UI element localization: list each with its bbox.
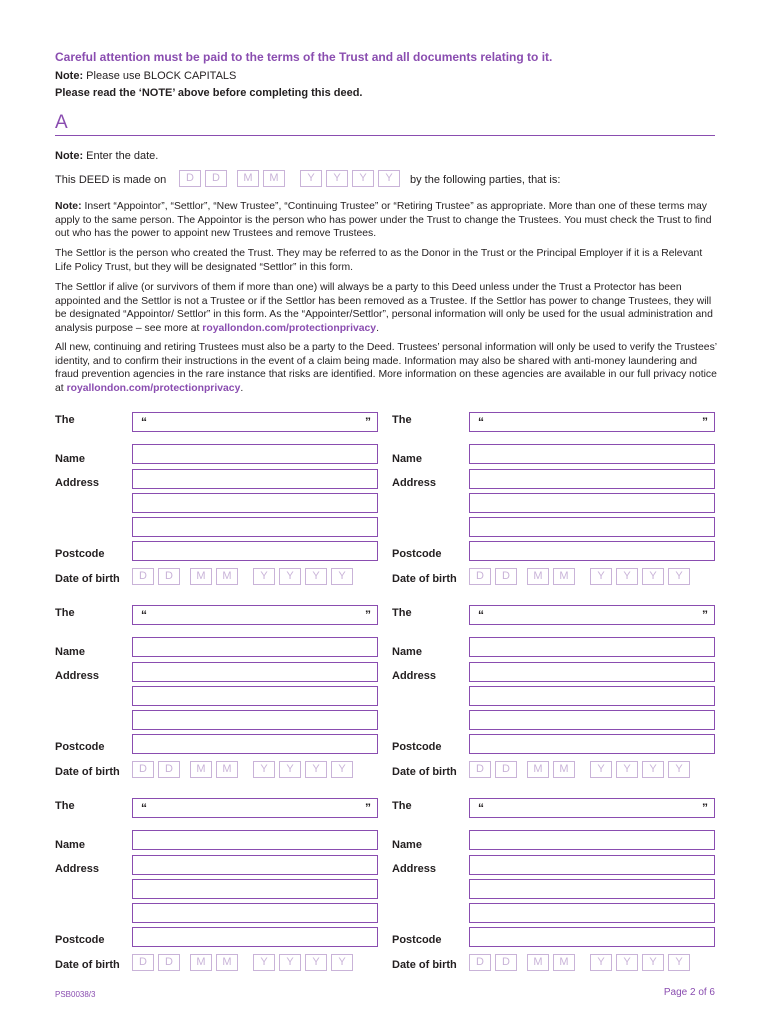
party-3-address-line-2[interactable]	[132, 686, 378, 706]
party-2-dob-box-3[interactable]: M	[527, 568, 549, 585]
party-4-dob-box-5[interactable]: Y	[590, 761, 612, 778]
party-4-dob-box-6[interactable]: Y	[616, 761, 638, 778]
party-4-dob-label: Date of birth	[392, 766, 457, 778]
deed-prefix: This DEED is made on	[55, 174, 167, 186]
party-2-open-quote: “	[478, 415, 484, 429]
trustees-paragraph	[55, 341, 717, 395]
party-1-name-field[interactable]	[132, 444, 378, 464]
party-6-dob-box-1[interactable]: D	[469, 954, 491, 971]
party-2-name-field[interactable]	[469, 444, 715, 464]
note-label: Note:	[55, 70, 84, 82]
party-4-dob-box-4[interactable]: M	[553, 761, 575, 778]
party-4-postcode-label: Postcode	[392, 741, 442, 753]
party-5-address-line-2[interactable]	[132, 879, 378, 899]
party-3-address-line-1[interactable]	[132, 662, 378, 682]
appointor-note-label: Note:	[55, 201, 82, 212]
party-3-close-quote: ”	[365, 608, 371, 622]
note-text: Please use BLOCK CAPITALS	[86, 70, 237, 82]
page-number: Page 2 of 6	[663, 987, 715, 998]
party-4-postcode-field[interactable]	[469, 734, 715, 754]
party-5-dob-box-5[interactable]: Y	[253, 954, 275, 971]
party-1-address-line-1[interactable]	[132, 469, 378, 489]
party-5-postcode-field[interactable]	[132, 927, 378, 947]
party-4-address-line-2[interactable]	[469, 686, 715, 706]
deed-date-box-2[interactable]: D	[205, 170, 227, 187]
party-2-address-line-2[interactable]	[469, 493, 715, 513]
deed-date-box-8[interactable]: Y	[378, 170, 400, 187]
party-5-dob-box-2[interactable]: D	[158, 954, 180, 971]
party-6-close-quote: ”	[702, 801, 708, 815]
date-note-text: Enter the date.	[86, 150, 159, 162]
party-4-name-label: Name	[392, 646, 422, 658]
party-5-dob-box-8[interactable]: Y	[331, 954, 353, 971]
party-4-dob-box-2[interactable]: D	[495, 761, 517, 778]
party-5-dob-label: Date of birth	[55, 959, 120, 971]
party-3-dob-box-8[interactable]: Y	[331, 761, 353, 778]
party-5-name-label: Name	[55, 839, 85, 851]
party-6-postcode-label: Postcode	[392, 934, 442, 946]
party-2-postcode-field[interactable]	[469, 541, 715, 561]
party-3-dob-box-2[interactable]: D	[158, 761, 180, 778]
party-6-dob-box-4[interactable]: M	[553, 954, 575, 971]
party-5-role-field[interactable]	[132, 798, 378, 818]
form-code: PSB0038/3	[55, 990, 96, 999]
party-3-postcode-label: Postcode	[55, 741, 105, 753]
settlor-party-paragraph	[55, 281, 717, 335]
deed-date-box-3[interactable]: M	[237, 170, 259, 187]
party-4-address-line-3[interactable]	[469, 710, 715, 730]
deed-date-box-1[interactable]: D	[179, 170, 201, 187]
party-2-address-line-1[interactable]	[469, 469, 715, 489]
party-5-address-label: Address	[55, 863, 100, 875]
party-5-role-label: The	[55, 800, 75, 812]
party-2-dob-box-4[interactable]: M	[553, 568, 575, 585]
party-5-dob-box-4[interactable]: M	[216, 954, 238, 971]
party-4-dob-box-3[interactable]: M	[527, 761, 549, 778]
party-2-dob-box-8[interactable]: Y	[668, 568, 690, 585]
party-4-close-quote: ”	[702, 608, 708, 622]
party-2-dob-box-6[interactable]: Y	[616, 568, 638, 585]
party-1-open-quote: “	[141, 415, 147, 429]
party-3-role-label: The	[55, 607, 75, 619]
party-5-close-quote: ”	[365, 801, 371, 815]
party-4-name-field[interactable]	[469, 637, 715, 657]
party-3-open-quote: “	[141, 608, 147, 622]
party-2-dob-box-5[interactable]: Y	[590, 568, 612, 585]
party-4-role-field[interactable]	[469, 605, 715, 625]
capitals-note	[55, 70, 236, 82]
party-4-dob-box-1[interactable]: D	[469, 761, 491, 778]
party-6-name-field[interactable]	[469, 830, 715, 850]
party-5-dob-box-7[interactable]: Y	[305, 954, 327, 971]
party-6-address-line-3[interactable]	[469, 903, 715, 923]
party-4-address-line-1[interactable]	[469, 662, 715, 682]
party-1-dob-box-1[interactable]: D	[132, 568, 154, 585]
party-2-role-field[interactable]	[469, 412, 715, 432]
party-5-name-field[interactable]	[132, 830, 378, 850]
party-5-dob-box-6[interactable]: Y	[279, 954, 301, 971]
party-4-role-label: The	[392, 607, 412, 619]
party-1-dob-label: Date of birth	[55, 573, 120, 585]
party-6-open-quote: “	[478, 801, 484, 815]
appointor-note	[55, 200, 717, 241]
party-6-dob-label: Date of birth	[392, 959, 457, 971]
party-3-dob-box-5[interactable]: Y	[253, 761, 275, 778]
appointor-note-text: Insert “Appointor”, “Settlor”, “New Trustee”, “Continuing Trustee” or “Retiring Trustee” as appropriate. More than one of these terms may apply to the same person. The Appointor is the person who has power under the Trust to change the Trustees. You must check the Trust to find out who has the power to appoint new Trustees and remove Trustees.	[55, 201, 712, 240]
party-2-dob-box-2[interactable]: D	[495, 568, 517, 585]
party-3-name-label: Name	[55, 646, 85, 658]
party-2-close-quote: ”	[702, 415, 708, 429]
party-6-dob-box-7[interactable]: Y	[642, 954, 664, 971]
party-6-name-label: Name	[392, 839, 422, 851]
party-2-postcode-label: Postcode	[392, 548, 442, 560]
party-6-dob-box-8[interactable]: Y	[668, 954, 690, 971]
deed-suffix: by the following parties, that is:	[410, 174, 561, 186]
party-2-dob-label: Date of birth	[392, 573, 457, 585]
party-3-dob-box-6[interactable]: Y	[279, 761, 301, 778]
party-3-role-field[interactable]	[132, 605, 378, 625]
party-3-dob-box-3[interactable]: M	[190, 761, 212, 778]
party-1-dob-box-8[interactable]: Y	[331, 568, 353, 585]
party-1-close-quote: ”	[365, 415, 371, 429]
read-note: Please read the ‘NOTE’ above before completing this deed.	[55, 87, 363, 99]
party-4-address-label: Address	[392, 670, 437, 682]
party-2-name-label: Name	[392, 453, 422, 465]
privacy-link-1-end: .	[376, 322, 379, 334]
privacy-link-2-end: .	[240, 382, 244, 394]
party-1-dob-box-7[interactable]: Y	[305, 568, 327, 585]
party-1-dob-box-6[interactable]: Y	[279, 568, 301, 585]
party-6-address-line-2[interactable]	[469, 879, 715, 899]
party-3-dob-box-7[interactable]: Y	[305, 761, 327, 778]
party-5-open-quote: “	[141, 801, 147, 815]
party-6-role-label: The	[392, 800, 412, 812]
party-3-address-line-3[interactable]	[132, 710, 378, 730]
party-1-postcode-label: Postcode	[55, 548, 105, 560]
party-2-address-label: Address	[392, 477, 437, 489]
party-1-dob-box-5[interactable]: Y	[253, 568, 275, 585]
party-1-dob-box-4[interactable]: M	[216, 568, 238, 585]
deed-date-box-4[interactable]: M	[263, 170, 285, 187]
party-1-name-label: Name	[55, 453, 85, 465]
party-6-dob-box-5[interactable]: Y	[590, 954, 612, 971]
party-1-address-line-2[interactable]	[132, 493, 378, 513]
date-note	[55, 150, 158, 162]
party-6-dob-box-6[interactable]: Y	[616, 954, 638, 971]
party-1-dob-box-3[interactable]: M	[190, 568, 212, 585]
settlor-paragraph: The Settlor is the person who created the Trust. They may be referred to as the Donor in the Trust or the Principal Employer if it is a Relevant Life Policy Trust, but they will be designated “Settlor” in this form.	[55, 248, 703, 273]
party-6-address-label: Address	[392, 863, 437, 875]
trustees-text: All new, continuing and retiring Trustees must also be a party to the Deed. Trustees’ personal information will only be used to verify the Trustees’ identity, and to confirm their instructions in the event of a claim being made. Information may also be shared with anti-money laundering and fraud prevention agencies in the rare instance that risks are identified. More information on these agencies are available in our full privacy notice at	[55, 342, 717, 394]
party-3-name-field[interactable]	[132, 637, 378, 657]
settlor-party-text: The Settlor if alive (or survivors of them if more than one) will always be a party to this Deed unless under the Trust a Protector has been appointed and the Settlor is not a Trustee or if the Settlor has been removed as a Trustee. If the Settlor has power to change Trustees, they will be designated “Appointor/ Settlor” in this form. As the “Appointer/Settlor”, personal information will only be used for the usual administration and analysis purpose – see more at	[55, 282, 713, 334]
party-6-role-field[interactable]	[469, 798, 715, 818]
party-2-dob-box-7[interactable]: Y	[642, 568, 664, 585]
party-3-address-label: Address	[55, 670, 100, 682]
party-3-dob-box-4[interactable]: M	[216, 761, 238, 778]
date-note-label: Note:	[55, 150, 84, 162]
deed-date-box-6[interactable]: Y	[326, 170, 348, 187]
party-1-dob-box-2[interactable]: D	[158, 568, 180, 585]
party-1-role-field[interactable]	[132, 412, 378, 432]
party-1-address-line-3[interactable]	[132, 517, 378, 537]
party-3-dob-box-1[interactable]: D	[132, 761, 154, 778]
deed-date-box-5[interactable]: Y	[300, 170, 322, 187]
party-5-address-line-3[interactable]	[132, 903, 378, 923]
party-1-role-label: The	[55, 414, 75, 426]
party-1-address-label: Address	[55, 477, 100, 489]
party-5-address-line-1[interactable]	[132, 855, 378, 875]
party-5-postcode-label: Postcode	[55, 934, 105, 946]
party-4-dob-box-7[interactable]: Y	[642, 761, 664, 778]
party-4-dob-box-8[interactable]: Y	[668, 761, 690, 778]
party-2-role-label: The	[392, 414, 412, 426]
party-3-dob-label: Date of birth	[55, 766, 120, 778]
section-divider	[55, 135, 715, 136]
party-5-dob-box-1[interactable]: D	[132, 954, 154, 971]
party-4-open-quote: “	[478, 608, 484, 622]
party-2-address-line-3[interactable]	[469, 517, 715, 537]
party-2-dob-box-1[interactable]: D	[469, 568, 491, 585]
party-1-postcode-field[interactable]	[132, 541, 378, 561]
party-6-dob-box-3[interactable]: M	[527, 954, 549, 971]
warning-heading: Careful attention must be paid to the terms of the Trust and all documents relating to it.	[55, 50, 553, 64]
section-letter: A	[55, 112, 68, 133]
party-3-postcode-field[interactable]	[132, 734, 378, 754]
deed-date-box-7[interactable]: Y	[352, 170, 374, 187]
privacy-link-1[interactable]: royallondon.com/protectionprivacy	[202, 322, 377, 334]
party-6-address-line-1[interactable]	[469, 855, 715, 875]
party-6-postcode-field[interactable]	[469, 927, 715, 947]
party-5-dob-box-3[interactable]: M	[190, 954, 212, 971]
party-6-dob-box-2[interactable]: D	[495, 954, 517, 971]
privacy-link-2[interactable]: royallondon.com/protectionprivacy	[66, 382, 241, 394]
